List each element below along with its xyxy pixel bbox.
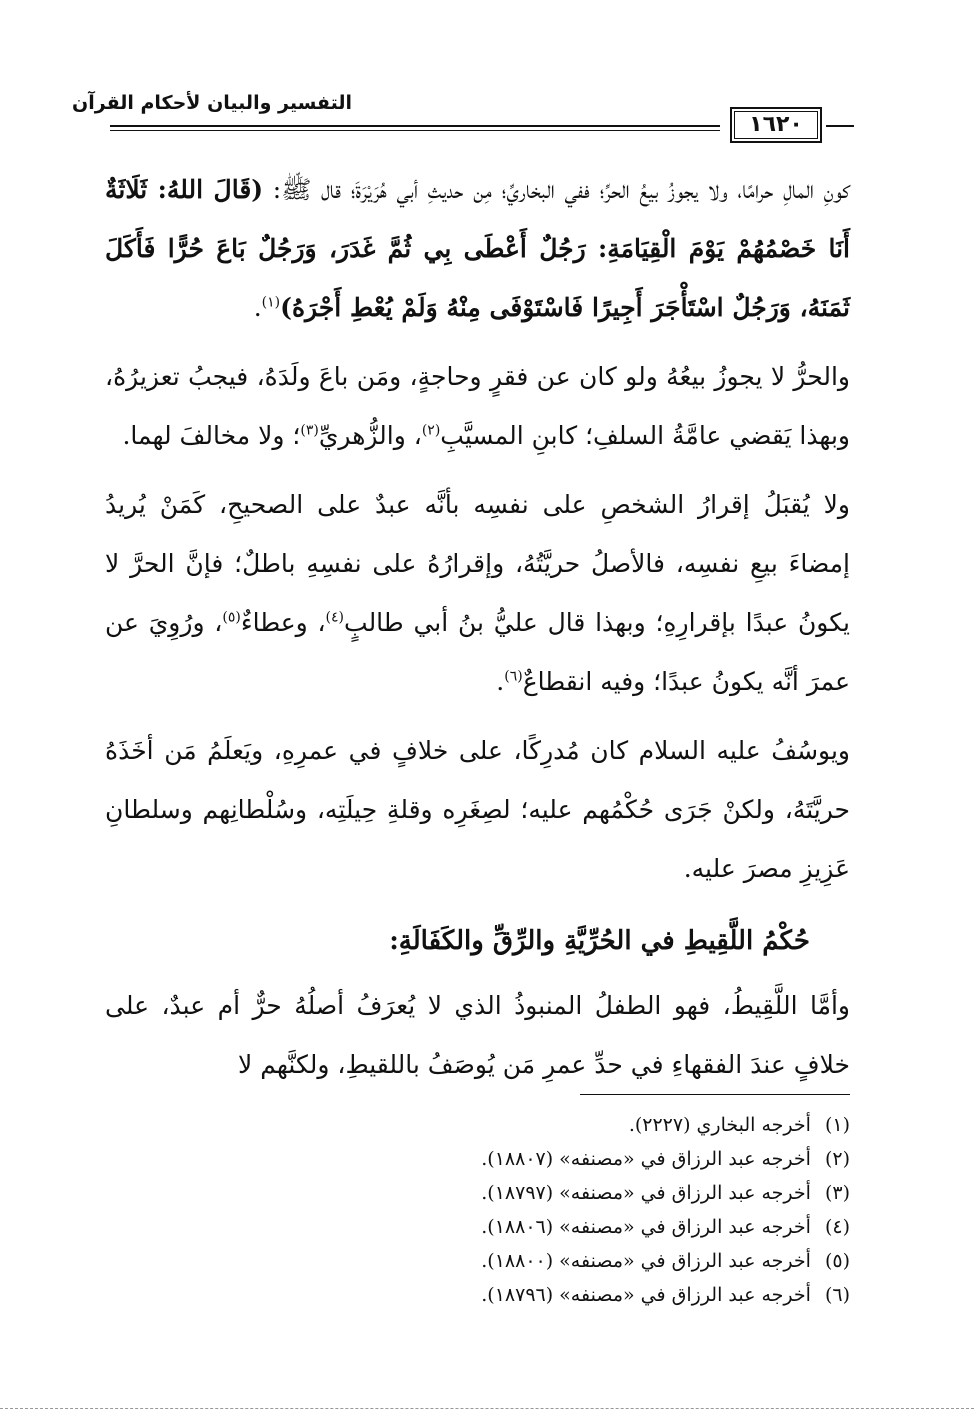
footnote-text: أخرجه البخاري (٢٢٢٧).	[628, 1114, 811, 1136]
paragraph-5: وأمَّا اللَّقِيطُ، فهو الطفلُ المنبوذُ الذي لا يُعرَفُ أصلُهُ حرٌّ أم عبدٌ، على خلافٍ عندَ الفقهاءِ في حدِّ عمرِ مَن يُوصَفُ باللقيطِ، ولكنَّهم لا	[105, 991, 850, 1079]
paragraph-1	[105, 160, 850, 337]
footnote-ref: (٥)	[222, 609, 241, 626]
running-title: التفسير والبيان لأحكام القرآن	[72, 92, 352, 114]
footnote-item	[300, 1142, 850, 1176]
page-header	[72, 90, 852, 140]
footnote-text: أخرجه عبد الرزاق في «مصنفه» (١٨٧٩٧).	[481, 1182, 811, 1204]
footnote-ref: (١)	[261, 294, 281, 311]
footnote-text: أخرجه عبد الرزاق في «مصنفه» (١٨٨٠٦).	[481, 1216, 811, 1238]
header-rule-short	[826, 125, 854, 127]
footnote-ref: (٤)	[325, 609, 345, 626]
paragraph-2	[105, 347, 850, 465]
footnote-item	[300, 1176, 850, 1210]
paragraph-text: ؛ ولا مخالفَ لهما.	[122, 421, 301, 450]
page-number: ١٦٢٠	[730, 107, 822, 143]
footnote-ref: (٦)	[504, 668, 523, 685]
paragraph-text: ، ورُوِيَ عن عمرَ أنَّه يكونُ عبدًا؛ وفيه انقطاعٌ	[105, 608, 850, 696]
footnote-item	[300, 1244, 850, 1278]
footnote-item	[300, 1278, 850, 1312]
footnote-number: (٥)	[824, 1250, 850, 1272]
paragraph-text: ، وعطاءٌ	[240, 608, 326, 637]
paragraph-text: .	[496, 667, 505, 696]
paragraph-text: كونِ المالِ حرامًا، ولا يجوزُ بيعُ الحرِّ؛ ففي البخاريِّ؛ مِن حديثِ أبي هُرَيْرَةَ؛ قال ﷺ:	[263, 175, 850, 204]
footnote-number: (٢)	[824, 1148, 850, 1170]
header-rule-thin	[110, 130, 720, 131]
body-text	[105, 160, 850, 1094]
paragraph-text: ، والزُّهريِّ	[318, 421, 422, 450]
footnote-number: (٣)	[824, 1182, 850, 1204]
footnote-item	[300, 1210, 850, 1244]
footnote-ref: (٣)	[300, 422, 319, 439]
footnote-separator	[580, 1094, 850, 1095]
paragraph-text: .	[253, 293, 262, 322]
footnote-number: (٦)	[824, 1284, 850, 1306]
scan-edge	[0, 1408, 974, 1409]
paragraph-4: ويوسُفُ عليه السلام كان مُدرِكًا، على خلافٍ في عمرِهِ، ويَعلَمُ مَن أخَذَهُ حريَّتَهُ، ولكنْ جَرَى حُكْمُهم عليه؛ لصِغَرِه وقلةِ حِيلَتِه، وسُلْطانِهم وسلطانِ عَزِيزِ مصرَ عليه.	[105, 736, 850, 883]
footnotes	[300, 1108, 850, 1312]
footnote-number: (١)	[824, 1114, 850, 1136]
paragraph-text: ولا يُقبَلُ إقرارُ الشخصِ على نفسِه بأنَّه عبدٌ على الصحيحِ، كَمَنْ يُريدُ إمضاءَ بيعِ نفسِه، فالأصلُ حريَّتُهُ، وإقرارُهُ على نفسِهِ باطلٌ؛ فإنَّ الحرَّ لا يكونُ عبدًا بإقرارِهِ؛ وبهذا قال عليُّ بنُ أبي طالبٍ	[105, 490, 850, 637]
footnote-text: أخرجه عبد الرزاق في «مصنفه» (١٨٨٠٠).	[481, 1250, 811, 1272]
paragraph-text: والحرُّ لا يجوزُ بيعُهُ ولو كان عن فقرٍ وحاجةٍ، ومَن باعَ ولَدَهُ، فيجبُ تعزيرُهُ، وبهذا يَقضي عامَّةُ السلفِ؛ كابنِ المسيَّبِ	[105, 362, 850, 450]
footnote-text: أخرجه عبد الرزاق في «مصنفه» (١٨٧٩٦).	[481, 1284, 811, 1306]
footnote-text: أخرجه عبد الرزاق في «مصنفه» (١٨٨٠٧).	[481, 1148, 811, 1170]
footnote-number: (٤)	[824, 1216, 850, 1238]
footnote-ref: (٢)	[421, 422, 441, 439]
footnote-item	[300, 1108, 850, 1142]
header-rule	[110, 125, 720, 127]
hadith-quote: (قَالَ اللهُ: ثَلَاثَةٌ أَنَا خَصْمُهُمْ يَوْمَ الْقِيَامَةِ: رَجُلٌ أَعْطَى بِي ثُمَّ غَدَرَ، وَرَجُلٌ بَاعَ حُرًّا فَأَكَلَ ثَمَنَهُ، وَرَجُلٌ اسْتَأْجَرَ أَجِيرًا فَاسْتَوْفَى مِنْهُ وَلَمْ يُعْطِ أَجْرَهُ)	[105, 175, 850, 322]
section-heading: حُكْمُ اللَّقِيطِ في الحُرِّيَّةِ والرِّقِّ والكَفَالَةِ:	[389, 926, 810, 956]
paragraph-3	[105, 475, 850, 711]
